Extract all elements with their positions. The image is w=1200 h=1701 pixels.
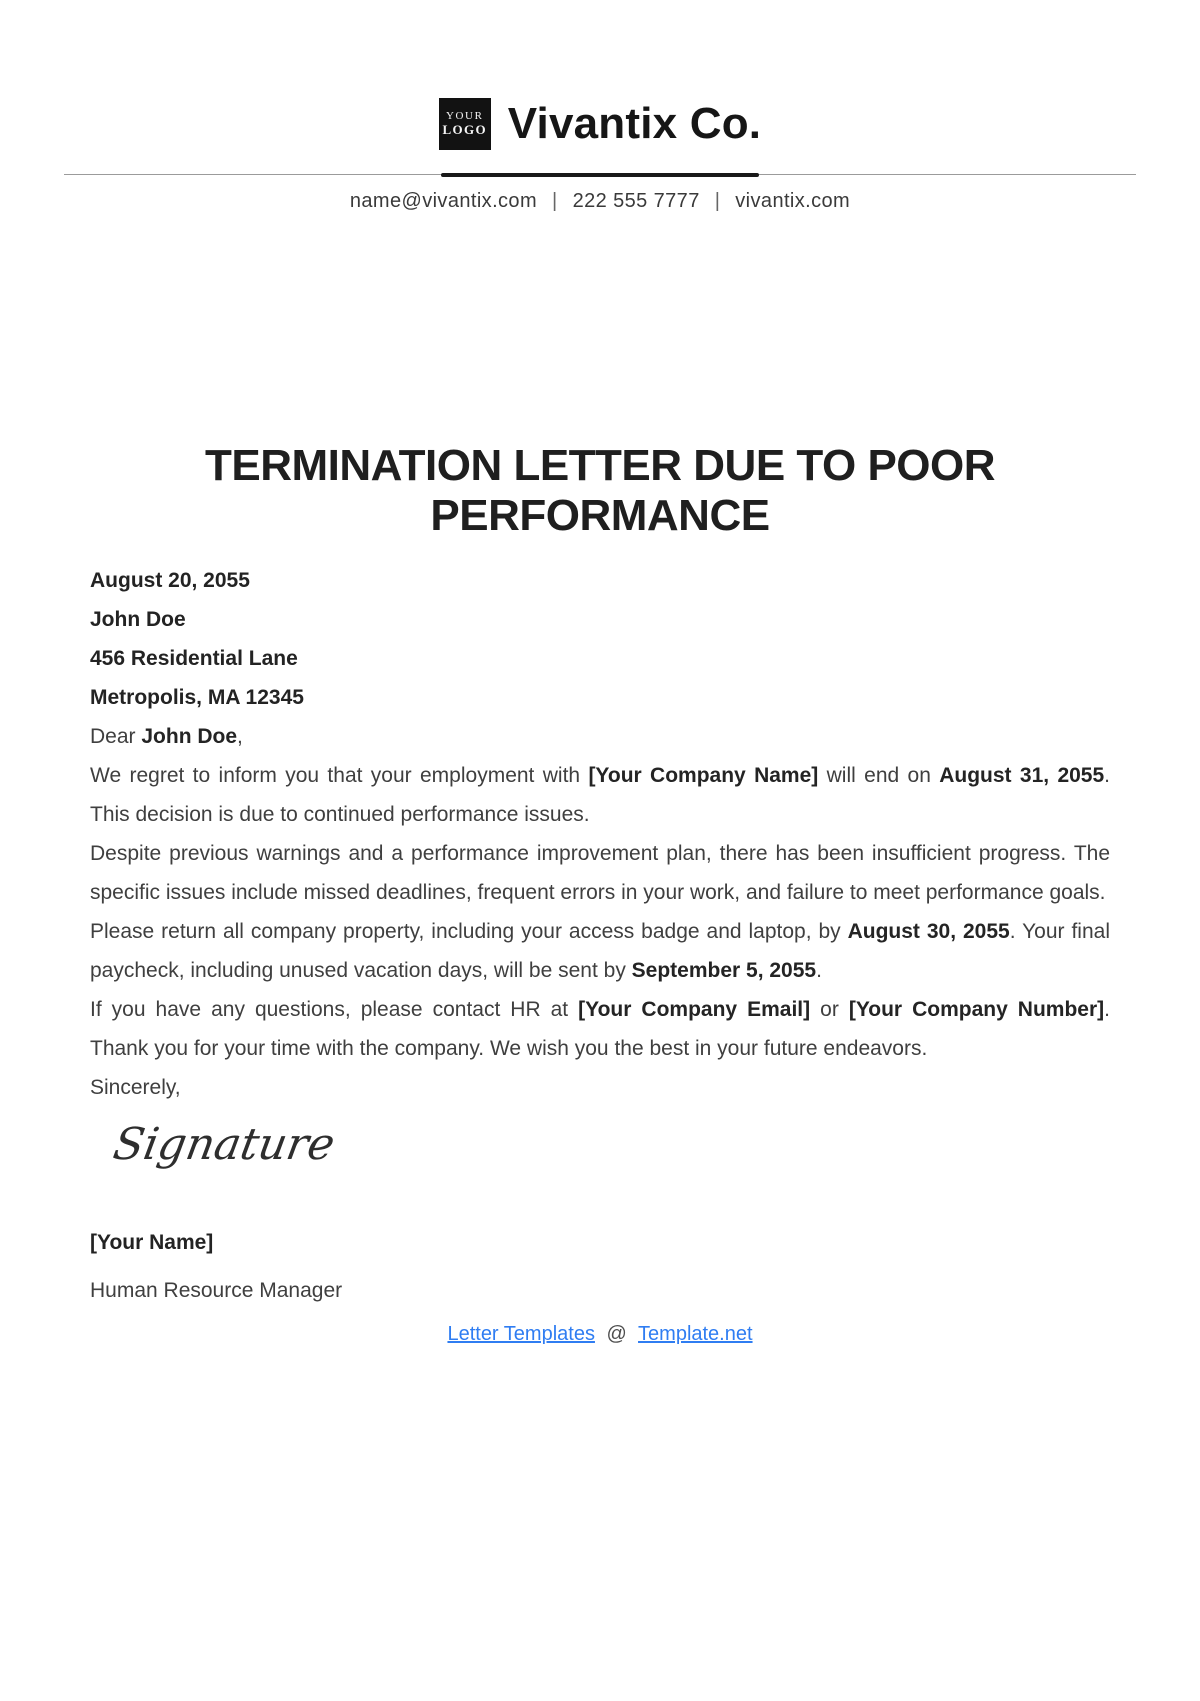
body-text: .	[816, 959, 822, 982]
emphasis-text: [Your Company Email]	[578, 998, 811, 1021]
closing-line: Sincerely,	[90, 1076, 181, 1099]
contact-phone: 222 555 7777	[572, 190, 700, 212]
signature-block	[90, 1107, 1110, 1205]
company-name: Vivantix Co.	[507, 99, 762, 148]
body-text: Please return all company property, including your access badge and laptop, by	[90, 920, 848, 943]
header-divider	[64, 173, 1136, 177]
body-text: ,	[237, 725, 243, 748]
letter-templates-link[interactable]: Letter Templates	[447, 1323, 595, 1345]
attribution-line	[0, 1319, 1200, 1349]
recipient-line: John Doe	[90, 608, 186, 631]
letterhead	[0, 0, 1200, 213]
divider-thick-line	[441, 173, 759, 177]
emphasis-text: [Your Company Number]	[848, 998, 1105, 1021]
emphasis-text: September 5, 2055	[631, 959, 817, 982]
letter-paragraph	[90, 912, 1110, 990]
template-net-link[interactable]: Template.net	[638, 1323, 753, 1345]
letter-body	[0, 441, 1200, 1310]
body-text: will end on	[818, 764, 940, 787]
body-text: Despite previous warnings and a performance improvement plan, there has been insufficient progress. The specific issues include missed deadlines, frequent errors in your work, and failure to meet performance goals.	[90, 842, 1110, 904]
body-text: . Your final paycheck, including unused vacation days, will be sent by	[90, 920, 1110, 982]
logo-text-logo: LOGO	[442, 121, 488, 137]
contact-website: vivantix.com	[735, 190, 851, 212]
salutation	[90, 717, 1110, 756]
letter-title: TERMINATION LETTER DUE TO POOR PERFORMANCE	[204, 441, 996, 540]
contact-separator: |	[714, 190, 721, 212]
signer-name: [Your Name]	[90, 1231, 214, 1254]
signature-script: Signature	[109, 1119, 339, 1170]
company-logo	[439, 98, 491, 150]
body-text: Dear	[90, 725, 142, 748]
contact-separator: |	[552, 190, 558, 212]
contact-line	[0, 190, 1200, 213]
logo-text-your: YOUR	[445, 110, 484, 123]
recipient-line: Metropolis, MA 12345	[90, 686, 304, 709]
body-text: . This decision is due to continued performance issues.	[90, 764, 1111, 826]
body-text: or	[810, 998, 849, 1021]
emphasis-text: August 30, 2055	[847, 920, 1010, 943]
letter-paragraph	[90, 990, 1110, 1068]
recipient-line: 456 Residential Lane	[90, 647, 298, 670]
emphasis-text: August 31, 2055	[939, 764, 1105, 787]
letter-paragraph	[90, 756, 1110, 834]
body-text: If you have any questions, please contact HR at	[90, 998, 579, 1021]
body-text: We regret to inform you that your employment with	[90, 764, 589, 787]
brand-row	[0, 98, 1200, 150]
body-text: . Thank you for your time with the company. We wish you the best in your future endeavors.	[90, 998, 1110, 1060]
recipient-block	[90, 600, 1110, 717]
letter-paragraph	[90, 834, 1110, 912]
signer-title: Human Resource Manager	[90, 1279, 343, 1302]
at-symbol: @	[606, 1323, 627, 1345]
emphasis-text: [Your Company Name]	[588, 764, 819, 787]
emphasis-text: John Doe	[141, 725, 238, 748]
contact-email: name@vivantix.com	[349, 190, 538, 212]
letter-date: August 20, 2055	[90, 569, 250, 592]
letter-paragraphs	[90, 756, 1110, 1068]
